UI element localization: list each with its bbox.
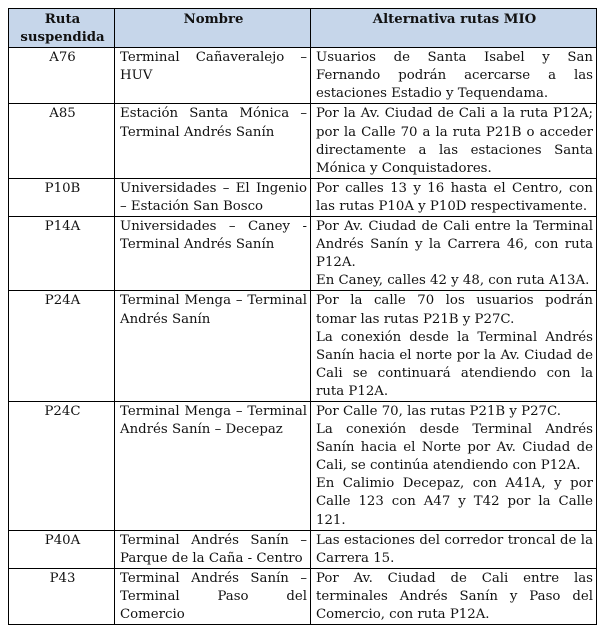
route-code: P40A [9, 530, 115, 568]
table-row [9, 48, 597, 104]
alternative-text: Por Calle 70, las rutas P21B y P27C. [316, 403, 561, 419]
route-alternatives [311, 178, 597, 216]
route-code: P43 [9, 568, 115, 624]
route-code: P24C [9, 401, 115, 530]
route-code: P10B [9, 178, 115, 216]
suspended-routes-table [8, 8, 597, 625]
alternative-text: Por la Av. Ciudad de Cali a la ruta P12A; por la Calle 70 a la ruta P21B o acceder directamente a las estaciones Santa Mónica y Conquistadores. [316, 106, 593, 176]
header-row [9, 9, 597, 48]
table-row [9, 291, 597, 402]
route-alternatives [311, 291, 597, 402]
header-route [9, 9, 115, 48]
alternative-text: Por calles 13 y 16 hasta el Centro, con las rutas P10A y P10D respectivamente. [316, 180, 593, 214]
alternative-text: Por la calle 70 los usuarios podrán tomar las rutas P21B y P27C. [316, 293, 593, 327]
route-alternatives [311, 217, 597, 291]
table-row [9, 178, 597, 216]
alternative-text: Las estaciones del corredor troncal de la Carrera 15. [316, 532, 593, 566]
route-name: Terminal Menga – Terminal Andrés Sanín [115, 291, 311, 402]
table-row [9, 530, 597, 568]
table-header [9, 9, 597, 48]
alternative-text: Usuarios de Santa Isabel y San Fernando podrán acercarse a las estaciones Estadio y Tequendama. [316, 50, 593, 102]
route-name: Universidades – El Ingenio – Estación San Bosco [115, 178, 311, 216]
alternative-text: En Calimio Decepaz, con A41A, y por Calle 123 con A47 y T42 por la Calle 121. [316, 476, 593, 528]
header-alternative: Alternativa rutas MIO [311, 9, 597, 48]
header-route-line1: Ruta [44, 12, 81, 27]
table-row [9, 104, 597, 178]
alternative-text: La conexión desde Terminal Andrés Sanín hacia el Norte por Av. Ciudad de Cali, se continúa atendiendo con P12A. [316, 422, 593, 474]
route-name: Terminal Cañaveralejo – HUV [115, 48, 311, 104]
route-name: Estación Santa Mónica – Terminal Andrés Sanín [115, 104, 311, 178]
table-body [9, 48, 597, 625]
route-code: A85 [9, 104, 115, 178]
header-route-line2: suspendida [20, 30, 105, 46]
route-alternatives [311, 568, 597, 624]
route-alternatives [311, 104, 597, 178]
route-name: Universidades – Caney - Terminal Andrés Sanín [115, 217, 311, 291]
route-alternatives [311, 401, 597, 530]
alternative-text: En Caney, calles 42 y 48, con ruta A13A. [316, 273, 590, 289]
table-row [9, 217, 597, 291]
alternative-text: Por Av. Ciudad de Cali entre la Terminal Andrés Sanín y la Carrera 46, con ruta P12A. [316, 219, 593, 271]
route-code: A76 [9, 48, 115, 104]
route-name: Terminal Menga – Terminal Andrés Sanín – Decepaz [115, 401, 311, 530]
alternative-text: La conexión desde la Terminal Andrés Sanín hacia el norte por la Av. Ciudad de Cali se continuará atendiendo con la ruta P12A. [316, 329, 593, 399]
route-code: P14A [9, 217, 115, 291]
alternative-text: Por Av. Ciudad de Cali entre las terminales Andrés Sanín y Paso del Comercio, con ruta P12A. [316, 570, 593, 622]
route-alternatives [311, 48, 597, 104]
header-name: Nombre [115, 9, 311, 48]
route-alternatives [311, 530, 597, 568]
table-row [9, 401, 597, 530]
route-name: Terminal Andrés Sanín – Terminal Paso del Comercio [115, 568, 311, 624]
route-code: P24A [9, 291, 115, 402]
route-name: Terminal Andrés Sanín – Parque de la Caña - Centro [115, 530, 311, 568]
table-row [9, 568, 597, 624]
